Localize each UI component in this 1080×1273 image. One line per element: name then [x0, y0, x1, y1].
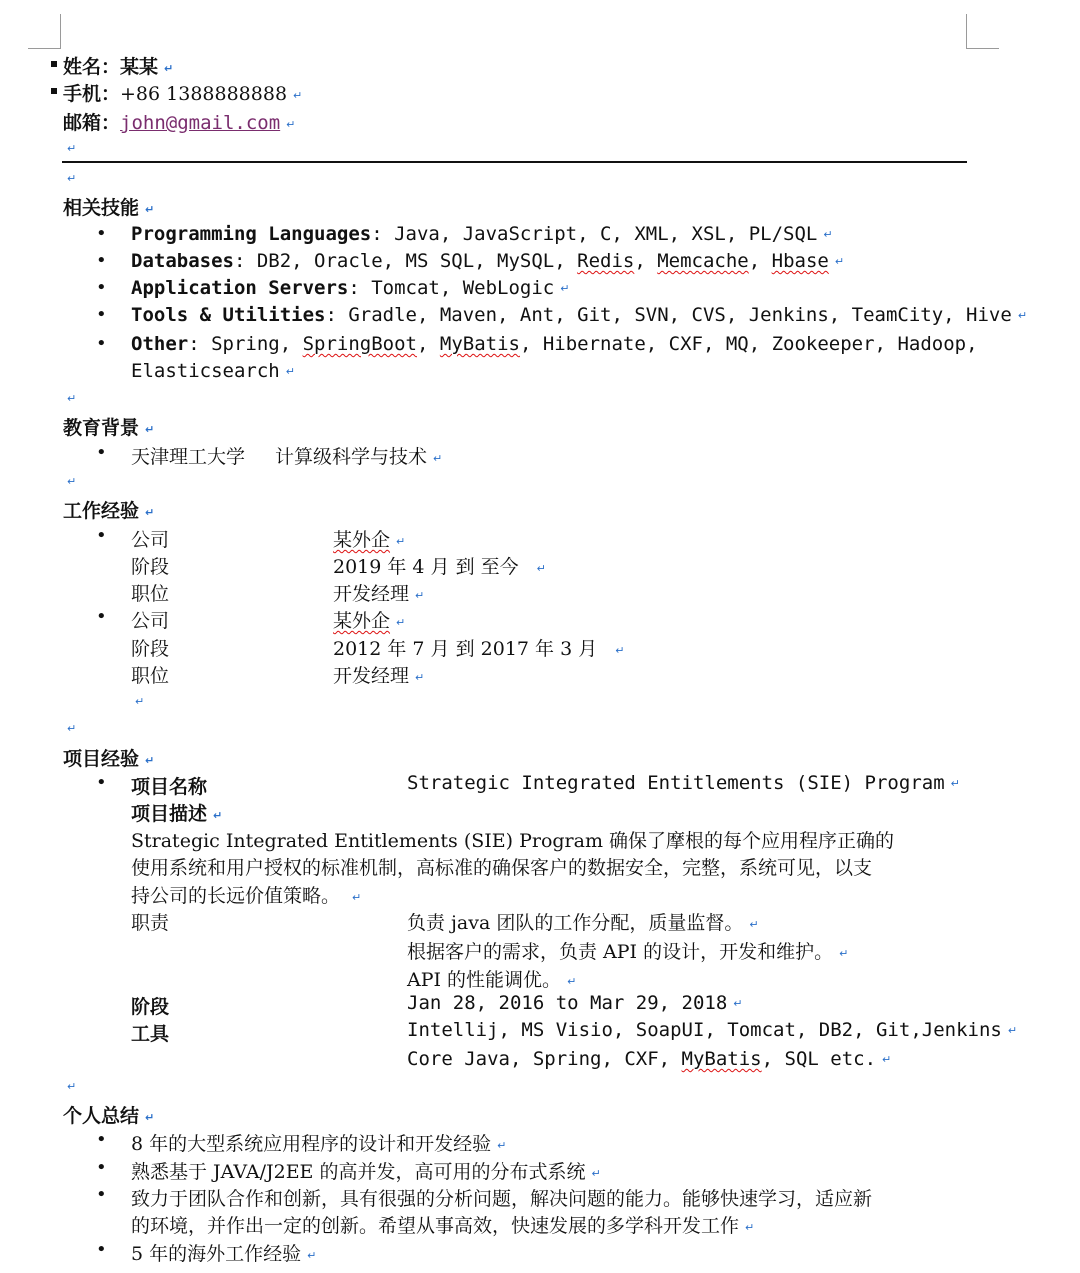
project-tools-label: 工具 — [131, 1023, 170, 1045]
projects-heading: 项目经验 ↵ — [63, 748, 155, 770]
skill-item: Databases: DB2, Oracle, MS SQL, MySQL, Redis, Memcache, Hbase ↵ — [131, 250, 845, 272]
paragraph-mark-icon: ↵ — [293, 88, 303, 102]
email-label: 邮箱： — [63, 112, 121, 134]
bullet-icon: • — [96, 772, 107, 793]
bullet-square-icon — [51, 61, 57, 67]
project-period-label: 阶段 — [131, 996, 170, 1018]
email-link[interactable]: john@gmail.com — [120, 112, 281, 134]
name-value: 某某 — [120, 56, 159, 78]
bullet-square-icon — [51, 88, 57, 94]
horizontal-rule — [62, 161, 967, 163]
skill-item-continued: Elasticsearch ↵ — [131, 360, 295, 382]
empty-paragraph — [63, 716, 76, 738]
summary-item: 致力于团队合作和创新，具有很强的分析问题，解决问题的能力。能够快速学习，适应新 — [131, 1188, 873, 1210]
summary-item-continued: 的环境，并作出一定的创新。希望从事高效，快速发展的多学科开发工作 ↵ — [131, 1215, 755, 1237]
job-period: 2019 年 4 月 到 至今 ↵ — [333, 556, 546, 578]
project-name-label: 项目名称 — [131, 776, 208, 798]
paragraph-mark-icon: ↵ — [1017, 309, 1028, 322]
bullet-icon: • — [96, 606, 107, 627]
education-item: 天津理工大学 计算级科学与技术 ↵ — [131, 446, 443, 468]
project-period: Jan 28, 2016 to Mar 29, 2018 ↵ — [407, 992, 743, 1014]
paragraph-mark-icon: ↵ — [733, 997, 743, 1010]
paragraph-mark-icon: ↵ — [536, 561, 546, 575]
paragraph-mark-icon: ↵ — [1007, 1024, 1018, 1037]
paragraph-mark-icon: ↵ — [497, 1138, 507, 1152]
email-line — [63, 108, 295, 135]
paragraph-mark-icon: ↵ — [567, 974, 577, 988]
bullet-icon: • — [96, 223, 107, 244]
project-tools: Intellij, MS Visio, SoapUI, Tomcat, DB2, Git,Jenkins ↵ — [407, 1019, 1018, 1041]
job-company: 某外企 ↵ — [333, 610, 406, 632]
paragraph-mark-icon: ↵ — [433, 451, 443, 465]
paragraph-mark-icon: ↵ — [67, 141, 77, 155]
job-company-label: 公司 — [131, 529, 170, 551]
project-desc-line: 持公司的长远价值策略。 ↵ — [131, 885, 362, 907]
bullet-icon: • — [96, 442, 107, 463]
project-duty: 负责 java 团队的工作分配，质量监督。 ↵ — [407, 912, 759, 934]
paragraph-mark-icon: ↵ — [615, 643, 625, 657]
summary-item: 5 年的海外工作经验 ↵ — [131, 1243, 317, 1265]
paragraph-mark-icon: ↵ — [745, 1220, 755, 1234]
empty-paragraph — [63, 136, 76, 158]
job-title: 开发经理 ↵ — [333, 583, 425, 605]
bullet-icon: • — [96, 1129, 107, 1150]
empty-paragraph — [63, 166, 76, 188]
phone-line — [63, 79, 302, 106]
paragraph-mark-icon: ↵ — [415, 670, 425, 684]
job-title-label: 职位 — [131, 583, 170, 605]
paragraph-mark-icon: ↵ — [67, 171, 77, 185]
empty-paragraph — [63, 469, 76, 491]
paragraph-mark-icon: ↵ — [823, 228, 833, 241]
paragraph-mark-icon: ↵ — [352, 890, 362, 904]
paragraph-mark-icon: ↵ — [145, 422, 155, 436]
skill-item: Programming Languages: Java, JavaScript, C, XML, XSL, PL/SQL ↵ — [131, 223, 833, 245]
bullet-icon: • — [96, 1184, 107, 1205]
page-corner-top-right — [966, 14, 999, 49]
paragraph-mark-icon: ↵ — [285, 365, 295, 378]
paragraph-mark-icon: ↵ — [834, 255, 845, 268]
empty-paragraph — [63, 386, 76, 408]
name-line — [63, 52, 173, 79]
summary-item: 熟悉基于 JAVA/J2EE 的高并发，高可用的分布式系统 ↵ — [131, 1161, 601, 1183]
paragraph-mark-icon: ↵ — [749, 917, 759, 931]
paragraph-mark-icon: ↵ — [135, 694, 145, 708]
paragraph-mark-icon: ↵ — [67, 721, 77, 735]
paragraph-mark-icon: ↵ — [591, 1166, 601, 1180]
summary-heading: 个人总结 ↵ — [63, 1105, 155, 1127]
project-desc-line: Strategic Integrated Entitlements (SIE) Program 确保了摩根的每个应用程序正确的 — [131, 830, 895, 852]
bullet-icon: • — [96, 304, 107, 325]
empty-paragraph — [131, 689, 144, 711]
paragraph-mark-icon: ↵ — [145, 753, 155, 767]
skill-item: Application Servers: Tomcat, WebLogic ↵ — [131, 277, 570, 299]
paragraph-mark-icon: ↵ — [145, 505, 155, 519]
paragraph-mark-icon: ↵ — [164, 61, 174, 75]
bullet-icon: • — [96, 250, 107, 271]
bullet-icon: • — [96, 525, 107, 546]
job-title-label: 职位 — [131, 665, 170, 687]
skill-item: Other: Spring, SpringBoot, MyBatis, Hibernate, CXF, MQ, Zookeeper, Hadoop, — [131, 333, 978, 355]
project-desc-label: 项目描述 ↵ — [131, 803, 223, 825]
job-period: 2012 年 7 月 到 2017 年 3 月 ↵ — [333, 638, 625, 660]
project-desc-line: 使用系统和用户授权的标准机制，高标准的确保客户的数据安全，完整，系统可见，以支 — [131, 857, 873, 879]
paragraph-mark-icon: ↵ — [560, 282, 570, 295]
paragraph-mark-icon: ↵ — [950, 777, 960, 790]
job-period-label: 阶段 — [131, 638, 170, 660]
paragraph-mark-icon: ↵ — [67, 391, 77, 405]
skills-heading: 相关技能 ↵ — [63, 197, 155, 219]
paragraph-mark-icon: ↵ — [67, 1079, 77, 1093]
paragraph-mark-icon: ↵ — [286, 117, 296, 131]
paragraph-mark-icon: ↵ — [396, 615, 406, 629]
paragraph-mark-icon: ↵ — [882, 1053, 892, 1066]
phone-label: 手机： — [63, 83, 121, 105]
paragraph-mark-icon: ↵ — [307, 1248, 317, 1262]
project-duty-label: 职责 — [131, 912, 170, 934]
project-duty: 根据客户的需求，负责 API 的设计，开发和维护。 ↵ — [407, 941, 849, 963]
page-corner-top-left — [28, 14, 61, 49]
bullet-icon: • — [96, 1239, 107, 1260]
job-company: 某外企 ↵ — [333, 529, 406, 551]
education-heading: 教育背景 ↵ — [63, 417, 155, 439]
name-label: 姓名： — [63, 56, 121, 78]
summary-item: 8 年的大型系统应用程序的设计和开发经验 ↵ — [131, 1133, 507, 1155]
job-company-label: 公司 — [131, 610, 170, 632]
bullet-icon: • — [96, 277, 107, 298]
paragraph-mark-icon: ↵ — [145, 1110, 155, 1124]
paragraph-mark-icon: ↵ — [145, 202, 155, 216]
paragraph-mark-icon: ↵ — [213, 808, 223, 822]
project-name: Strategic Integrated Entitlements (SIE) Program ↵ — [407, 772, 960, 794]
empty-paragraph — [63, 1074, 76, 1096]
bullet-icon: • — [96, 333, 107, 354]
project-duty: API 的性能调优。 ↵ — [407, 969, 577, 991]
paragraph-mark-icon: ↵ — [839, 946, 849, 960]
paragraph-mark-icon: ↵ — [396, 534, 406, 548]
paragraph-mark-icon: ↵ — [415, 588, 425, 602]
job-period-label: 阶段 — [131, 556, 170, 578]
phone-value: +86 1388888888 — [120, 83, 288, 105]
bullet-icon: • — [96, 1157, 107, 1178]
work-heading: 工作经验 ↵ — [63, 500, 155, 522]
project-tools: Core Java, Spring, CXF, MyBatis, SQL etc. ↵ — [407, 1048, 892, 1070]
skill-item: Tools & Utilities: Gradle, Maven, Ant, Git, SVN, CVS, Jenkins, TeamCity, Hive ↵ — [131, 304, 1028, 326]
paragraph-mark-icon: ↵ — [67, 474, 77, 488]
job-title: 开发经理 ↵ — [333, 665, 425, 687]
